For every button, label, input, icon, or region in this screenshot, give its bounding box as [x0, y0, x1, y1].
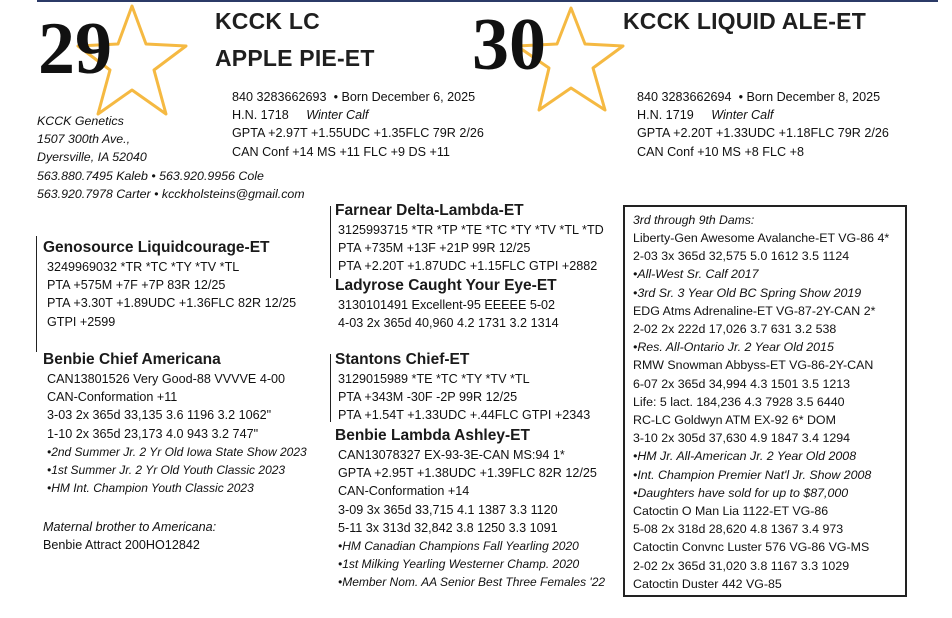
lot30-reg: 840 3283662694: [637, 90, 732, 104]
ashley-honor: •HM Canadian Champions Fall Yearling 2020: [338, 539, 579, 554]
sire-mid-line: PTA +735M +13F +21P 99R 12/25: [338, 241, 531, 256]
lot-number-30: 30: [472, 4, 546, 86]
lot30-gpta: GPTA +2.20T +1.33UDC +1.18FLC 79R 2/26: [637, 126, 889, 141]
maternal-note: [43, 518, 216, 554]
contact-block: [37, 112, 305, 203]
dam-entry-line: 3-10 2x 305d 37,630 4.9 1847 3.4 1294: [633, 431, 851, 446]
ashley-honor: •1st Milking Yearling Westerner Champ. 2020: [338, 557, 580, 572]
lot29-born: • Born December 6, 2025: [333, 90, 476, 104]
dam-entry-line: 6-07 2x 365d 34,994 4.3 1501 3.5 1213: [633, 376, 851, 391]
dam29-line: CAN13801526 Very Good-88 VVVVE 4-00: [47, 372, 286, 386]
stantons-line: PTA +1.54T +1.33UDC +.44FLC GTPI +2343: [338, 408, 591, 423]
ashley-honor: •Member Nom. AA Senior Best Three Females '22: [338, 575, 606, 590]
dams-heading: 3rd through 9th Dams:: [633, 213, 755, 227]
lot30-class: Winter Calf: [711, 108, 774, 123]
dam-entry-line: 2-02 2x 222d 17,026 3.7 631 3.2 538: [633, 322, 837, 337]
dam-entry-name: Catoctin Duster 442 VG-85: [633, 576, 782, 591]
dam29-honor: •2nd Summer Jr. 2 Yr Old Iowa State Show 2023: [47, 444, 307, 459]
dam-entry-name: Catoctin Convnc Luster 576 VG-86 VG-MS: [633, 540, 870, 555]
dams-box: [623, 205, 907, 597]
dam29-name: Benbie Chief Americana: [43, 351, 221, 368]
ashley-name: Benbie Lambda Ashley-ET: [335, 427, 530, 444]
ladyrose-block: [335, 276, 559, 332]
stantons-line: 3129015989 *TE *TC *TY *TV *TL: [338, 372, 530, 386]
dam29-line: 1-10 2x 365d 23,173 4.0 943 3.2 747": [47, 426, 259, 441]
contact-line: Dyersville, IA 52040: [37, 150, 147, 165]
sire29-line: 3249969032 *TR *TC *TY *TV *TL: [47, 260, 240, 274]
dam-entry-line: 5-08 2x 318d 28,620 4.8 1367 3.4 973: [633, 522, 844, 537]
ashley-block: [335, 426, 605, 591]
lot30-hn: H.N. 1719: [637, 108, 694, 123]
dam-entry-name: EDG Atms Adrenaline-ET VG-87-2Y-CAN 2*: [633, 303, 876, 318]
dam29-honor: •HM Int. Champion Youth Classic 2023: [47, 480, 254, 495]
lot29-gpta: GPTA +2.97T +1.55UDC +1.35FLC 79R 2/26: [232, 126, 484, 141]
dam-entry-honor: •3rd Sr. 3 Year Old BC Spring Show 2019: [633, 285, 862, 300]
divider-left-1: [36, 236, 37, 352]
dam-entry-honor: •Res. All-Ontario Jr. 2 Year Old 2015: [633, 340, 834, 355]
maternal-note-value: Benbie Attract 200HO12842: [43, 538, 200, 553]
sire29-block: [43, 238, 296, 331]
dam-entry-honor: •HM Jr. All-American Jr. 2 Year Old 2008: [633, 449, 857, 464]
divider-mid-2: [330, 354, 331, 422]
sire-mid-line: 3125993715 *TR *TP *TE *TC *TY *TV *TL *TD: [338, 223, 604, 237]
sire-mid-block: [335, 201, 604, 276]
sire-mid-line: PTA +2.20T +1.87UDC +1.15FLC GTPI +2882: [338, 259, 598, 274]
sire29-line: PTA +3.30T +1.89UDC +1.36FLC 82R 12/25: [47, 296, 297, 311]
ashley-line: CAN-Conformation +14: [338, 484, 470, 499]
lot30-info: [637, 88, 889, 161]
lot30-born: • Born December 8, 2025: [738, 90, 881, 104]
lot30-title: KCCK LIQUID ALE-ET: [623, 8, 866, 34]
dam-entry-name: RMW Snowman Abbyss-ET VG-86-2Y-CAN: [633, 358, 874, 373]
dam-entry-line: Life: 5 lact. 184,236 4.3 7928 3.5 6440: [633, 394, 845, 409]
lot29-reg: 840 3283662693: [232, 90, 327, 104]
contact-line: KCCK Genetics: [37, 114, 124, 128]
dam-entry-honor: •Int. Champion Premier Nat'l Jr. Show 2008: [633, 467, 872, 482]
sire-mid-name: Farnear Delta-Lambda-ET: [335, 202, 524, 219]
dam-entry-name: Liberty-Gen Awesome Avalanche-ET VG-86 4*: [633, 231, 890, 245]
ashley-line: 5-11 3x 313d 32,842 3.8 1250 3.3 1091: [338, 520, 558, 535]
stantons-name: Stantons Chief-ET: [335, 351, 470, 368]
ashley-line: GPTA +2.95T +1.38UDC +1.39FLC 82R 12/25: [338, 466, 597, 481]
ladyrose-line: 3130101491 Excellent-95 EEEEE 5-02: [338, 298, 556, 312]
contact-line: 563.880.7495 Kaleb • 563.920.9956 Cole: [37, 168, 264, 183]
dam-entry-honor: •Daughters have sold for up to $87,000: [633, 485, 849, 500]
lot30-can: CAN Conf +10 MS +8 FLC +8: [637, 144, 804, 159]
lot29-class: Winter Calf: [306, 108, 369, 123]
contact-line: 563.920.7978 Carter • kcckholsteins@gmail.com: [37, 186, 305, 201]
stantons-line: PTA +343M -30F -2P 99R 12/25: [338, 390, 518, 405]
dam-entry-line: 2-02 2x 365d 31,020 3.8 1167 3.3 1029: [633, 558, 850, 573]
lot29-title-line1: KCCK LC: [215, 8, 320, 34]
divider-mid-1: [330, 206, 331, 278]
lot29-hn: H.N. 1718: [232, 108, 289, 123]
dam29-line: CAN-Conformation +11: [47, 390, 178, 405]
dam-entry-name: RC-LC Goldwyn ATM EX-92 6* DOM: [633, 413, 836, 428]
dam29-honor: •1st Summer Jr. 2 Yr Old Youth Classic 2023: [47, 462, 286, 477]
ladyrose-line: 4-03 2x 365d 40,960 4.2 1731 3.2 1314: [338, 316, 559, 331]
dam-entry-name: Catoctin O Man Lia 1122-ET VG-86: [633, 504, 829, 519]
sire29-line: GTPI +2599: [47, 314, 116, 329]
dam-entry-honor: •All-West Sr. Calf 2017: [633, 267, 759, 282]
sire29-name: Genosource Liquidcourage-ET: [43, 239, 270, 256]
lot29-title-line2: APPLE PIE-ET: [215, 45, 375, 71]
maternal-note-label: Maternal brother to Americana:: [43, 520, 217, 534]
dam29-line: 3-03 2x 365d 33,135 3.6 1196 3.2 1062": [47, 408, 272, 423]
stantons-block: [335, 350, 590, 425]
lot29-can: CAN Conf +14 MS +11 FLC +9 DS +11: [232, 144, 450, 159]
sire29-line: PTA +575M +7F +7P 83R 12/25: [47, 278, 226, 293]
ladyrose-name: Ladyrose Caught Your Eye-ET: [335, 277, 557, 294]
contact-line: 1507 300th Ave.,: [37, 132, 131, 147]
dam29-block: [43, 350, 307, 497]
ashley-line: CAN13078327 EX-93-3E-CAN MS:94 1*: [338, 448, 565, 462]
lot-number-29: 29: [38, 8, 112, 90]
ashley-line: 3-09 3x 365d 33,715 4.1 1387 3.3 1120: [338, 502, 558, 517]
dam-entry-line: 2-03 3x 365d 32,575 5.0 1612 3.5 1124: [633, 249, 850, 264]
